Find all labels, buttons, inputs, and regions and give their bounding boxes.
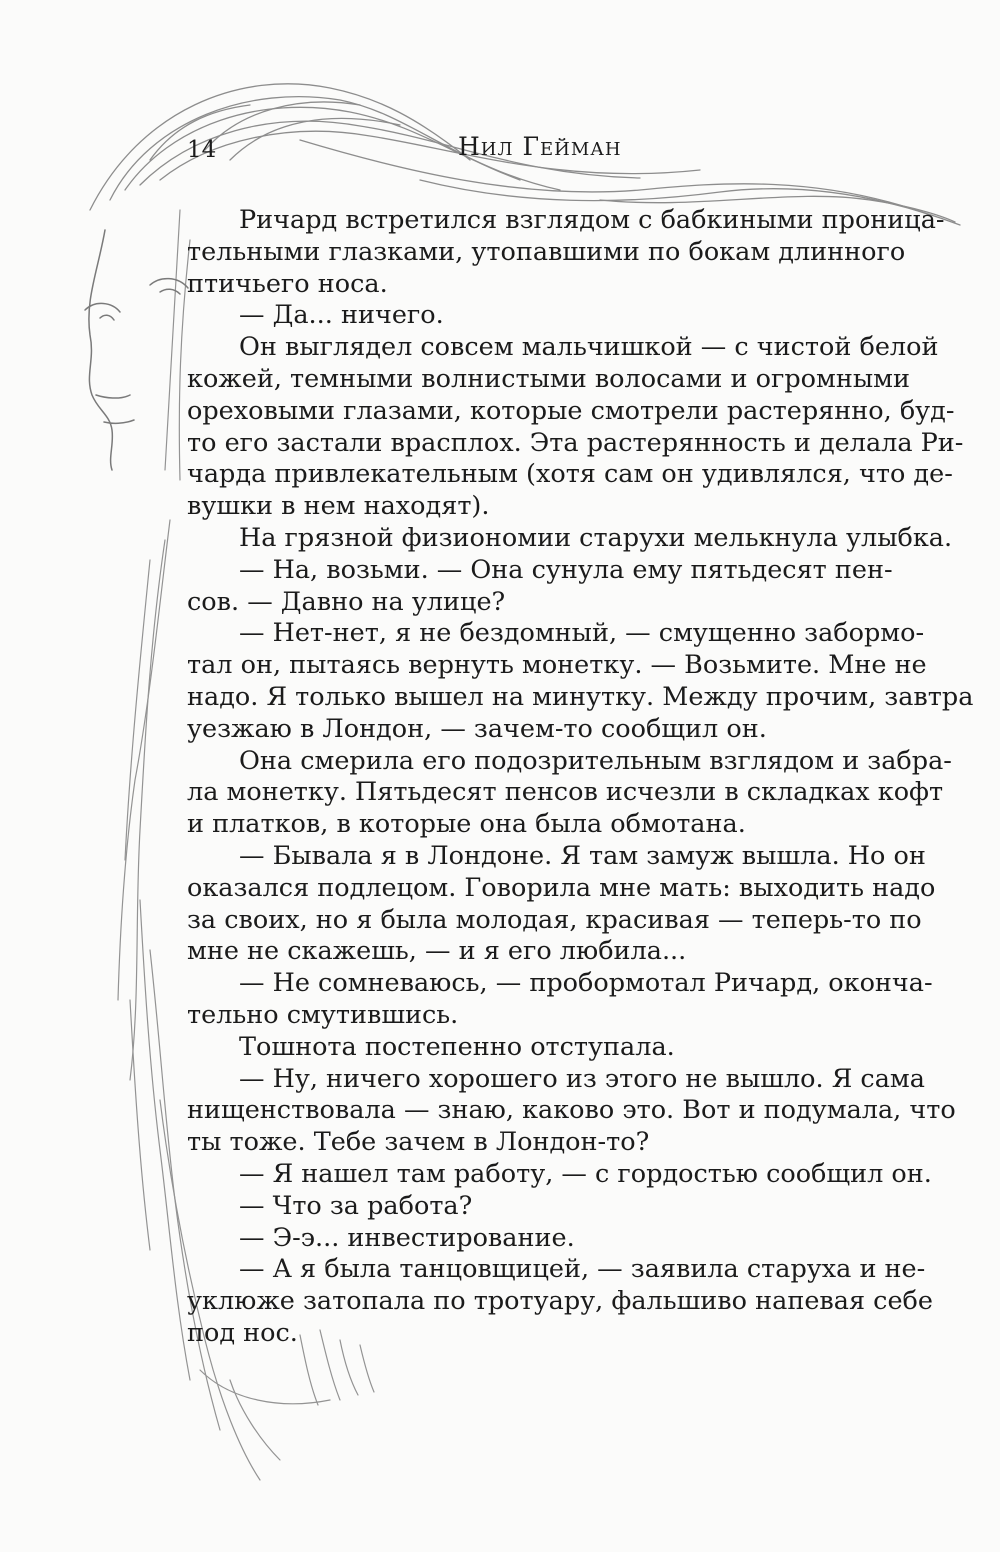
text-line: тельно смутившись. [187, 999, 459, 1030]
text-line: Тошнота постепенно отступала. [239, 1031, 675, 1062]
text-line: за своих, но я была молодая, красивая — теперь-то по [187, 904, 922, 935]
text-line: мне не скажешь, — и я его любила... [187, 936, 687, 967]
text-line: птичьего носа. [187, 268, 388, 299]
text-line: уезжаю в Лондон, — зачем-то сообщил он. [187, 713, 767, 744]
text-line: — Не сомневаюсь, — пробормотал Ричард, оконча- [239, 968, 933, 999]
text-line: сов. — Давно на улице? [187, 586, 506, 617]
text-line: На грязной физиономии старухи мелькнула улыбка. [239, 522, 953, 553]
text-line: надо. Я только вышел на минутку. Между прочим, завтра [187, 681, 974, 712]
text-line: кожей, темными волнистыми волосами и огромными [187, 363, 910, 394]
text-line: — На, возьми. — Она сунула ему пятьдесят пен- [239, 554, 893, 585]
text-line: — А я была танцовщицей, — заявила старуха и не- [239, 1254, 926, 1285]
text-line: Ричард встретился взглядом с бабкиными проница- [239, 205, 945, 235]
text-line: ты тоже. Тебе зачем в Лондон-то? [187, 1127, 650, 1158]
text-line: — Э-э... инвестирование. [239, 1222, 575, 1253]
text-line: — Я нашел там работу, — с гордостью сообщил он. [239, 1158, 932, 1189]
text-line: тал он, пытаясь вернуть монетку. — Возьмите. Мне не [187, 650, 927, 681]
text-line: — Ну, ничего хорошего из этого не вышло. Я сама [239, 1063, 925, 1094]
page-number: 14 [187, 137, 217, 163]
text-line: ла монетку. Пятьдесят пенсов исчезли в складках кофт [187, 777, 944, 808]
text-line: вушки в нем находят). [187, 491, 490, 522]
text-line: Она смерила его подозрительным взглядом и забра- [239, 745, 952, 776]
text-line: — Нет-нет, я не бездомный, — смущенно забормо- [239, 618, 925, 649]
face-outline [85, 230, 188, 470]
text-line: и платков, в которые она была обмотана. [187, 809, 746, 840]
running-header-author: Нил Гейман [458, 132, 622, 161]
text-line: ореховыми глазами, которые смотрели растерянно, буд- [187, 395, 955, 426]
text-line: — Да... ничего. [239, 300, 444, 331]
text-line: тельными глазками, утопавшими по бокам длинного [187, 236, 906, 267]
text-line: нищенствовала — знаю, каково это. Вот и подумала, что [187, 1095, 956, 1126]
text-line: то его застали врасплох. Эта растерянность и делала Ри- [187, 427, 964, 458]
text-line: — Бывала я в Лондоне. Я там замуж вышла. Но он [239, 840, 926, 871]
text-line: под нос. [187, 1317, 298, 1348]
text-line: чарда привлекательным (хотя сам он удивлялся, что де- [187, 459, 953, 490]
text-line: Он выглядел совсем мальчишкой — с чистой белой [239, 332, 939, 363]
body-text [187, 205, 974, 1350]
text-line: — Что за работа? [239, 1190, 473, 1221]
text-line: уклюже затопала по тротуару, фальшиво напевая себе [187, 1286, 933, 1317]
text-line: оказался подлецом. Говорила мне мать: выходить надо [187, 872, 936, 903]
